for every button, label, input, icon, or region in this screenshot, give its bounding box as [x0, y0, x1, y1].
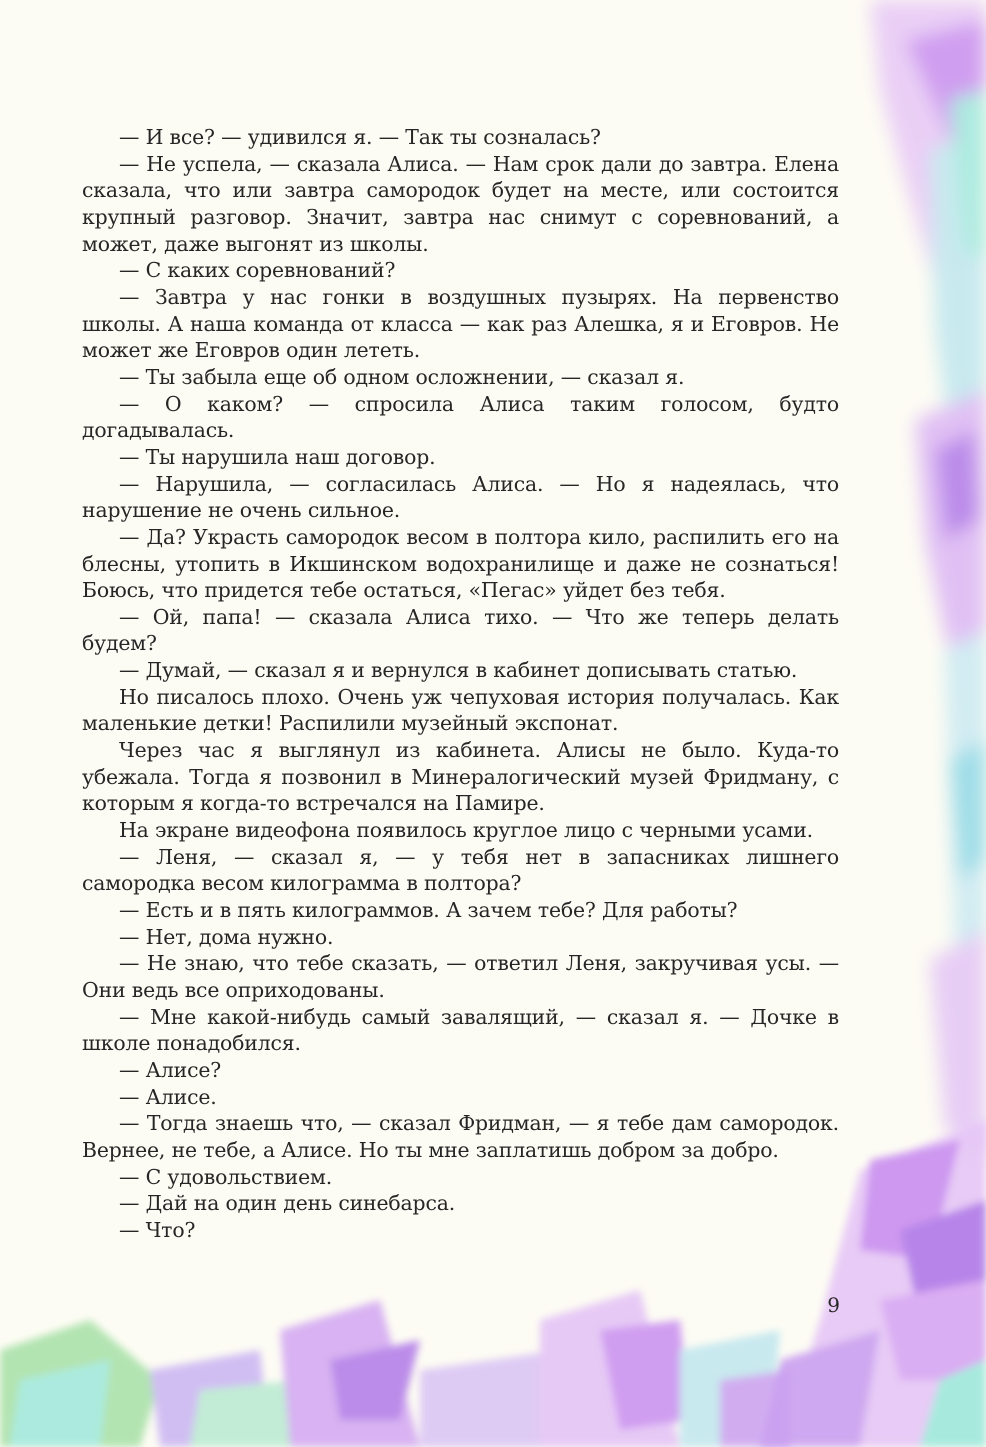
text-paragraph: На экране видеофона появилось круглое лицо с черными усами.: [119, 818, 813, 843]
page-number: 9: [827, 1293, 840, 1317]
text-paragraph: — Ты забыла еще об одном осложнении, — сказал я.: [119, 364, 685, 389]
chapter-text: [82, 124, 839, 1244]
text-paragraph: — Тогда знаешь что, — сказал Фридман, — я тебе дам самородок. Вернее, не тебе, а Алисе. Но ты мне заплатишь добром за добро.: [82, 1111, 839, 1162]
right-edge-watercolor: [870, 0, 986, 1160]
text-paragraph: — Алисе.: [119, 1084, 217, 1109]
text-paragraph: — Алисе?: [119, 1057, 222, 1082]
bottom-edge-watercolor: [0, 1290, 790, 1447]
text-paragraph: — Ой, папа! — сказала Алиса тихо. — Что же теперь делать будем?: [82, 604, 839, 656]
text-paragraph: Но писалось плохо. Очень уж чепуховая история получалась. Как маленькие детки! Распилили музейный экспонат.: [82, 684, 839, 736]
text-paragraph: — Ты нарушила наш договор.: [119, 444, 436, 469]
text-paragraph: — Есть и в пять килограммов. А зачем тебе? Для работы?: [119, 898, 738, 923]
text-paragraph: — Завтра у нас гонки в воздушных пузырях. На первенство школы. А наша команда от класса — как раз Алешка, я и Еговров. Не может же Еговров один лететь.: [82, 284, 839, 363]
text-paragraph: — Нарушила, — согласилась Алиса. — Но я надеялась, что нарушение не очень сильное.: [82, 471, 839, 523]
text-paragraph: — Думай, — сказал я и вернулся в кабинет дописывать статью.: [119, 658, 798, 683]
text-paragraph: Через час я выглянул из кабинета. Алисы не было. Куда-то убежала. Тогда я позвонил в Минералогический музей Фридману, с которым я когда-то встречался на Памире.: [82, 738, 839, 816]
text-paragraph: — С каких соревнований?: [119, 258, 396, 283]
text-paragraph: — Что?: [119, 1217, 196, 1242]
text-paragraph: — Не знаю, что тебе сказать, — ответил Леня, закручивая усы. — Они ведь все оприходованы.: [82, 951, 839, 1002]
text-paragraph: — Мне какой-нибудь самый завалящий, — сказал я. — Дочке в школе понадобился.: [82, 1004, 839, 1056]
text-paragraph: — С удовольствием.: [119, 1164, 333, 1189]
text-paragraph: — Дай на один день синебарса.: [119, 1191, 456, 1216]
text-paragraph: — О каком? — спросила Алиса таким голосом, будто догадывалась.: [82, 391, 839, 443]
text-paragraph: — Да? Украсть самородок весом в полтора кило, распилить его на блесны, утопить в Икшинском водохранилище и даже не сознаться! Боюсь, что придется тебе остаться, «Пегас» уйдет без тебя.: [82, 524, 839, 603]
text-paragraph: — Леня, — сказал я, — у тебя нет в запасниках лишнего самородка весом килограмма в полтора?: [82, 844, 839, 896]
text-paragraph: — Нет, дома нужно.: [119, 924, 334, 949]
text-paragraph: — И все? — удивился я. — Так ты созналась?: [119, 125, 601, 149]
text-paragraph: — Не успела, — сказала Алиса. — Нам срок дали до завтра. Елена сказала, что или завтра самородок будет на месте, или состоится крупный разговор. Значит, завтра нас снимут с соревнований, а может, даже выгонят из школы.: [82, 151, 839, 256]
